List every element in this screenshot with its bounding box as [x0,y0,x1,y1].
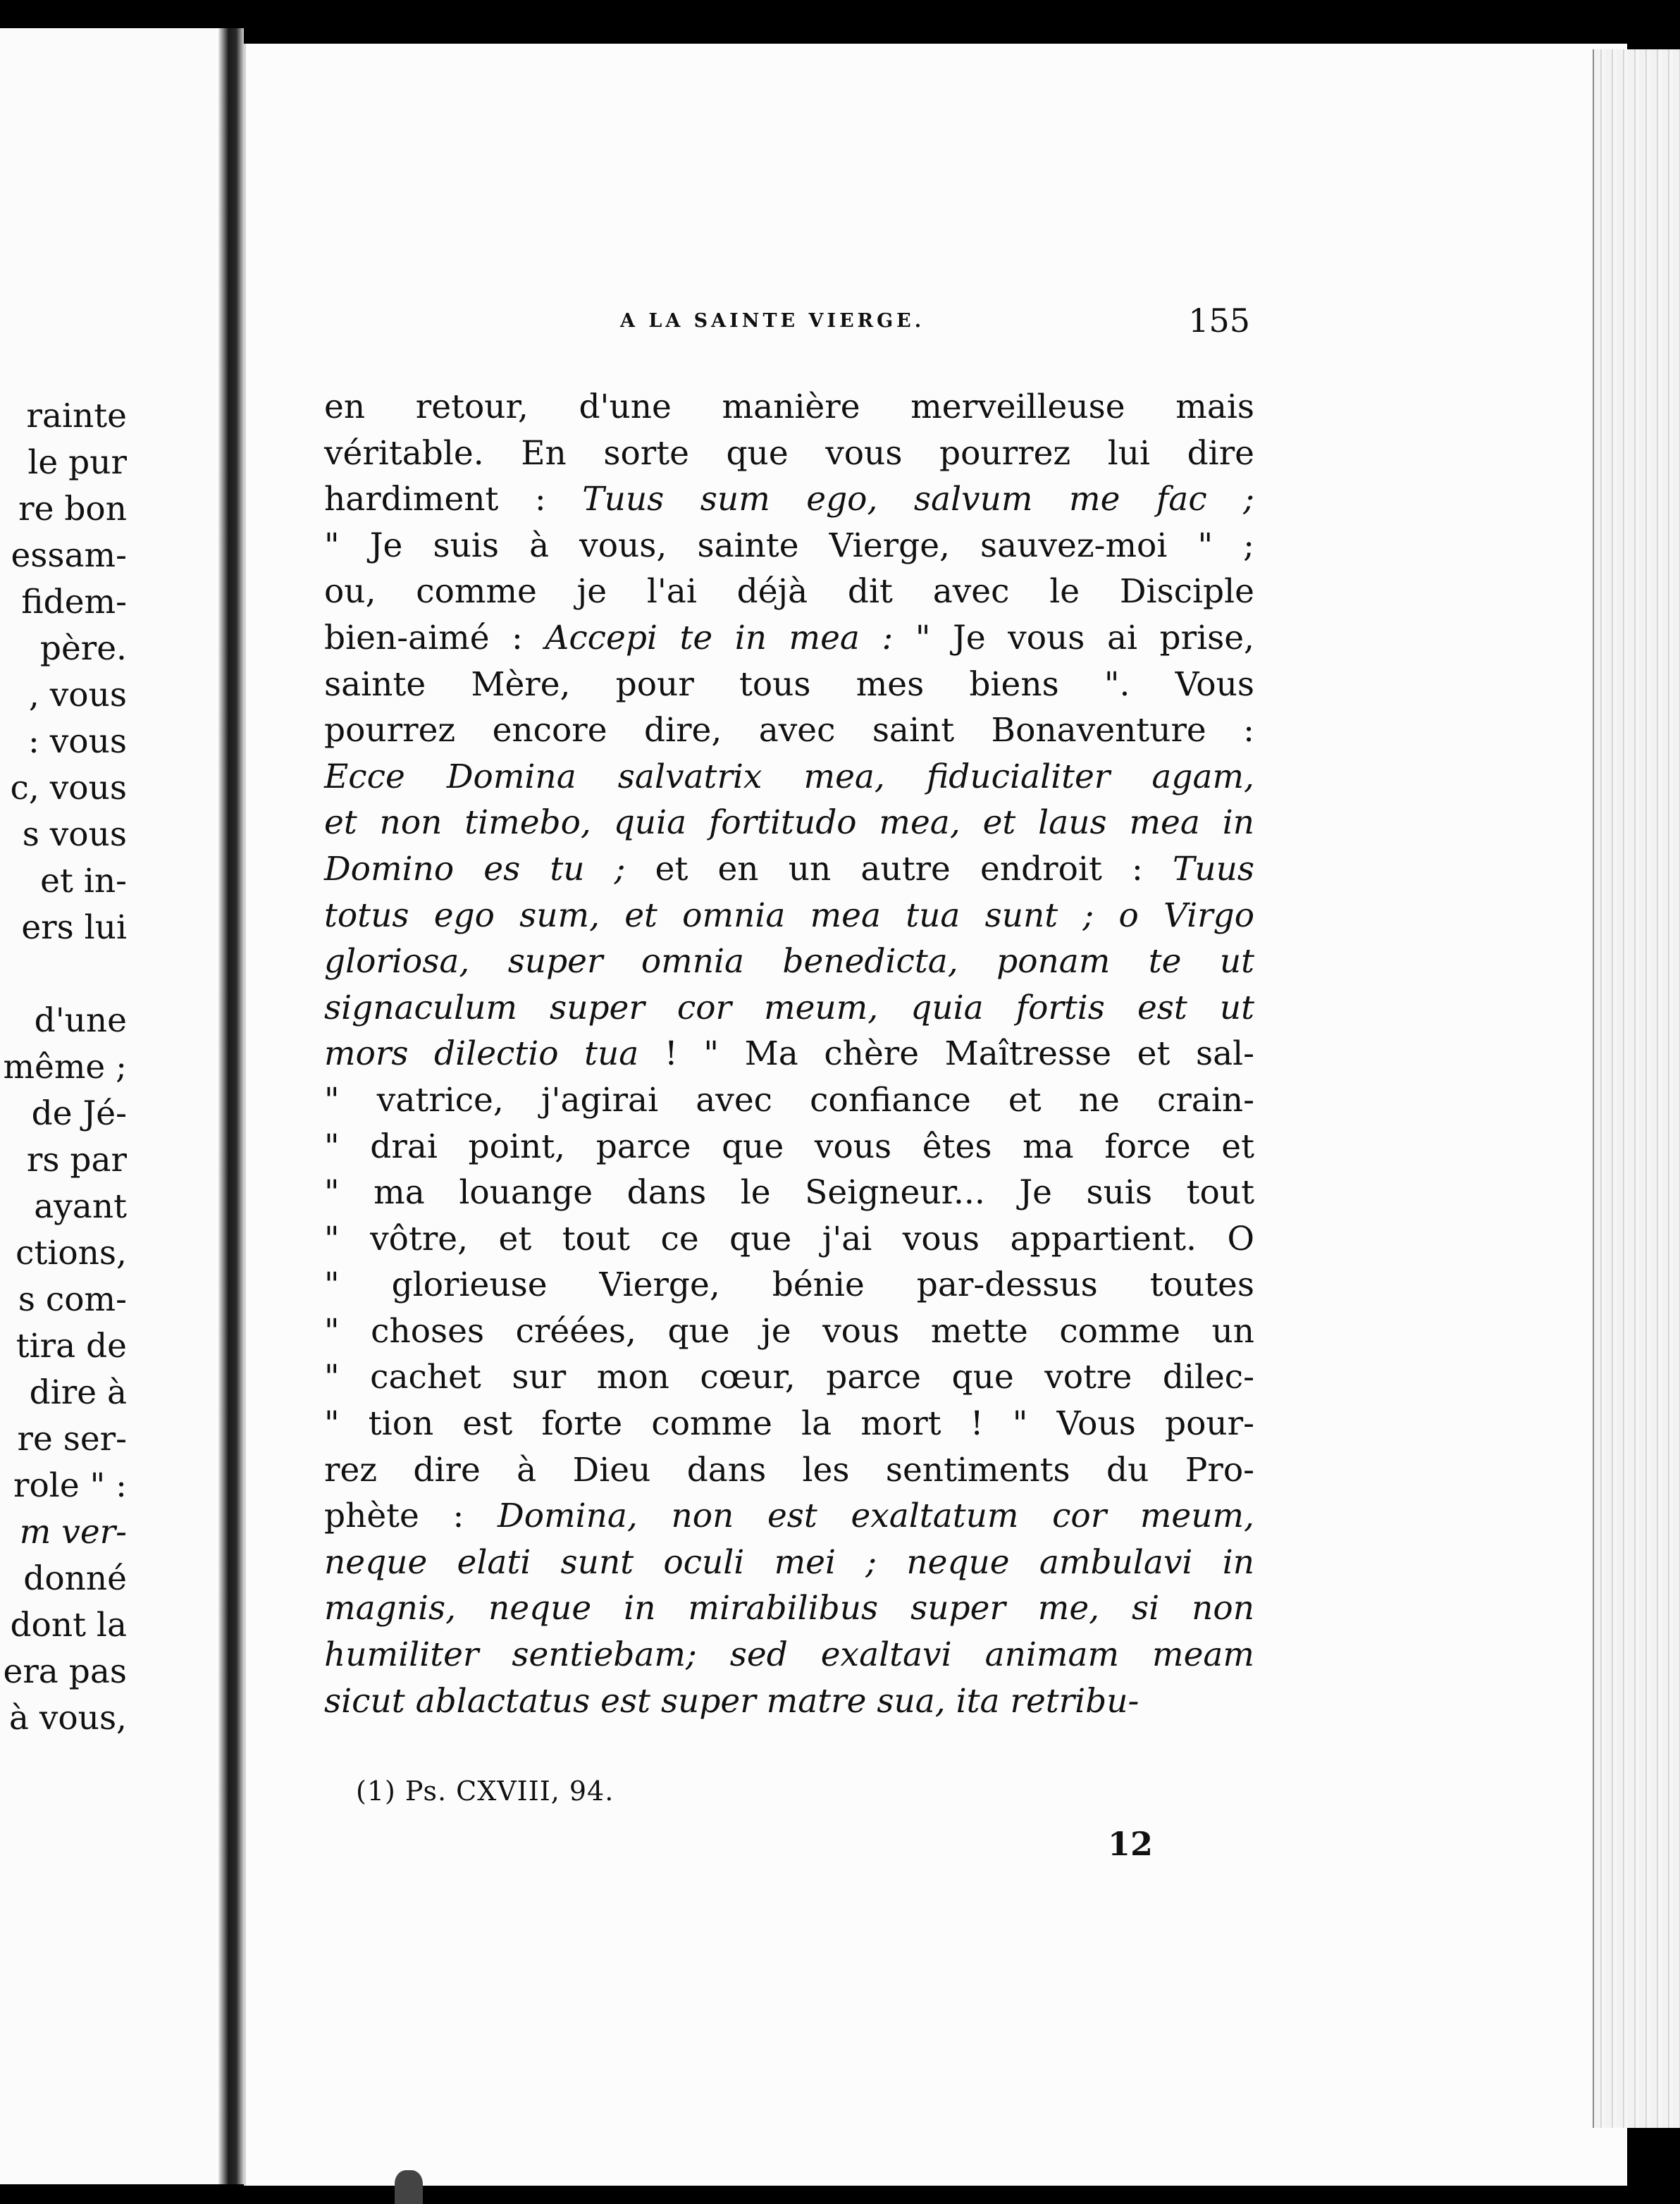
left-page-line: et in- [40,862,127,900]
text-line [324,1262,1254,1308]
text-line [324,846,1254,893]
text-run: ou, comme je l'ai déjà dit avec le Disciple [324,572,1254,612]
text-line [324,707,1254,754]
text-run: sainte Mère, pour tous mes biens ". Vous [324,664,1254,704]
signature-mark: 12 [1108,1825,1154,1863]
left-page-line: c, vous [10,769,127,807]
text-run: véritable. En sorte que vous pourrez lui dire [324,433,1254,473]
text-line [324,1124,1254,1170]
text-line [324,1678,1254,1725]
text-line [324,1585,1254,1632]
latin-quotation: sicut ablactatus est super matre sua, ita retribu- [324,1681,1139,1721]
left-page-line: de Jé- [31,1094,127,1133]
left-page-line: dont la [10,1606,127,1645]
left-page-line: m ver- [19,1513,127,1552]
page-edges [1593,49,1680,2128]
text-run: " cachet sur mon cœur, parce que votre dilec- [324,1358,1254,1397]
text-run: en retour, d'une manière merveilleuse mais [324,388,1254,426]
text-line [324,985,1254,1032]
text-line [324,1447,1254,1494]
text-line [324,1031,1254,1077]
text-run: et en un autre endroit : [625,849,1173,889]
text-line [324,893,1254,939]
text-line [324,1216,1254,1263]
text-run: phète : [324,1497,498,1536]
left-page-line: role " : [13,1466,127,1505]
text-line [324,1077,1254,1124]
text-run: " choses créées, que je vous mette comme un [324,1311,1254,1351]
left-page-line: s vous [22,815,127,854]
text-run: " ma louange dans le Seigneur... Je suis tout [324,1173,1254,1213]
latin-quotation: et non timebo, quia fortitudo mea, et laus mea in [324,803,1254,843]
text-line [324,754,1254,800]
latin-quotation: humiliter sentiebam; sed exaltavi animam meam [324,1635,1254,1675]
text-run: " tion est forte comme la mort ! " Vous pour- [324,1404,1254,1444]
scan-artifact [395,2170,423,2204]
latin-quotation: Tuus [1172,849,1254,889]
left-facing-page [0,28,233,2184]
left-page-line: essam- [11,536,127,575]
text-run: " Je vous ai prise, [893,618,1254,657]
left-page-line: re bon [18,490,127,528]
left-page-line: rs par [26,1141,127,1180]
text-run: bien-aimé : [324,618,545,657]
text-run: hardiment : [324,480,583,519]
left-page-line: dire à [29,1373,127,1412]
text-run: ! " Ma chère Maîtresse et sal- [638,1034,1254,1074]
latin-quotation: gloriosa, super omnia benedicta, ponam te ut [324,942,1254,982]
left-page-line: tira de [16,1327,127,1366]
footnote: (1) Ps. CXVIII, 94. [356,1776,614,1807]
text-line [324,523,1254,569]
left-page-line: donné [23,1559,127,1598]
text-line [324,1632,1254,1678]
left-page-line: fidem- [21,583,127,621]
running-title: A LA SAINTE VIERGE. [620,310,925,332]
left-page-line: ers lui [21,908,127,947]
latin-quotation: neque elati sunt oculi mei ; neque ambulavi in [324,1542,1254,1582]
latin-quotation: Domino es tu ; [324,849,626,889]
left-page-line: à vous, [8,1699,127,1738]
left-page-line: rainte [26,397,127,435]
left-page-line: era pas [3,1652,127,1691]
left-page-line: ctions, [16,1234,127,1273]
left-page-line: re ser- [17,1420,127,1459]
latin-quotation: signaculum super cor meum, quia fortis est ut [324,988,1254,1027]
text-run: rez dire à Dieu dans les sentiments du Pro- [324,1450,1254,1490]
text-line [324,1401,1254,1447]
left-page-line: même ; [3,1048,127,1086]
text-line [324,1493,1254,1540]
latin-quotation: Ecce Domina salvatrix mea, fiducialiter agam, [324,757,1254,796]
left-page-line: d'une [34,1001,127,1040]
text-line [324,384,1254,431]
latin-quotation: Tuus sum ego, salvum me fac ; [582,480,1254,519]
page-number: 155 [1188,302,1250,340]
latin-quotation: magnis, neque in mirabilibus super me, si non [324,1589,1254,1628]
left-page-line: père. [39,629,127,668]
text-run: " Je suis à vous, sainte Vierge, sauvez-moi " ; [324,526,1254,565]
text-line [324,939,1254,985]
latin-quotation: Domina, non est exaltatum cor meum, [498,1497,1254,1536]
text-line [324,662,1254,708]
text-run: " vatrice, j'agirai avec confiance et ne crain- [324,1080,1254,1120]
left-page-line: ayant [34,1187,127,1226]
text-line [324,569,1254,615]
text-line [324,1308,1254,1355]
text-line [324,615,1254,662]
text-run: pourrez encore dire, avec saint Bonaventure : [324,711,1254,750]
text-line [324,800,1254,846]
text-line [324,1170,1254,1216]
page-header [352,302,1254,344]
latin-quotation: totus ego sum, et omnia mea tua sunt ; o Virgo [324,896,1254,935]
latin-quotation: Accepi te in mea : [545,618,894,657]
text-line [324,1354,1254,1401]
left-page-line: : vous [27,722,127,761]
latin-quotation: mors dilectio tua [324,1034,639,1074]
left-page-text [3,393,127,1742]
text-run: " vôtre, et tout ce que j'ai vous appartient. O [324,1219,1254,1258]
text-line [324,476,1254,523]
text-run: " glorieuse Vierge, bénie par-dessus toutes [324,1265,1254,1305]
book-gutter [218,28,244,2184]
body-text [324,384,1254,1724]
text-line [324,1540,1254,1586]
text-line [324,431,1254,477]
text-run: " drai point, parce que vous êtes ma force et [324,1127,1254,1166]
left-page-line: s com- [18,1280,127,1319]
left-page-line: , vous [28,676,127,714]
left-page-line [3,951,127,998]
left-page-line: le pur [27,443,127,482]
